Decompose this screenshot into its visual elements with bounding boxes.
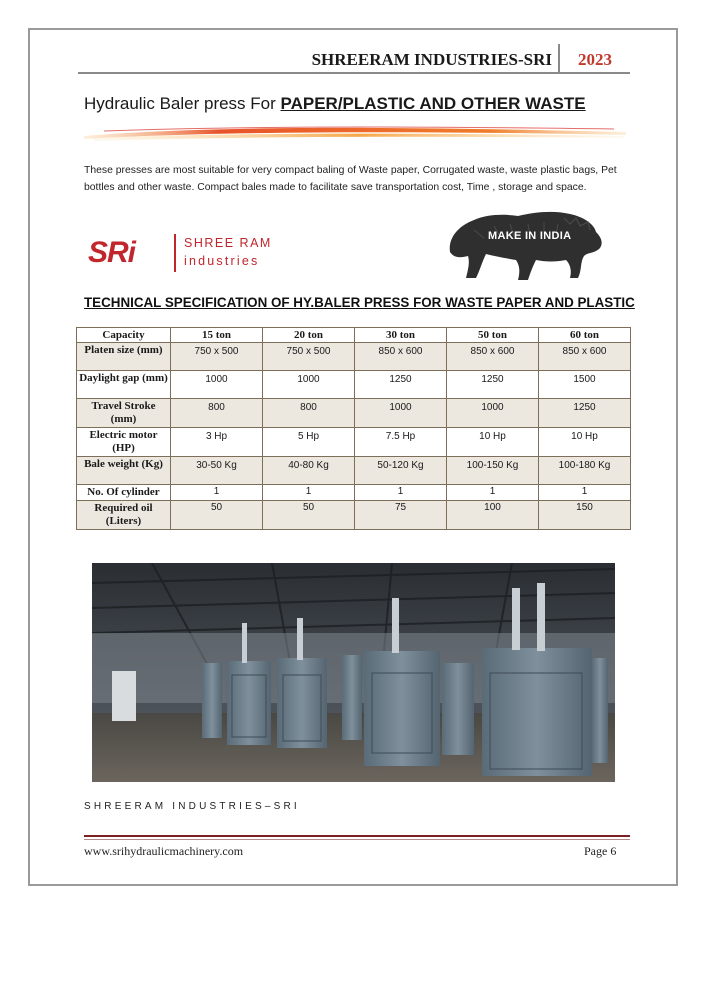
table-cell: 750 x 500 [263,343,355,371]
table-cell: 850 x 600 [355,343,447,371]
table-row [77,343,631,371]
column-header: 50 ton [447,328,539,343]
header-title: SHREERAM INDUSTRIES-SRI [311,50,552,69]
intro-paragraph: These presses are most suitable for very compact baling of Waste paper, Corrugated waste, waste plastic bags, Pet bottles and other waste. Compact bales made to facilitate save transportation cost, Time , storage and space. [84,165,617,193]
sri-logo-name: SHREE RAM [184,236,272,250]
footer-rule [84,835,630,837]
document-title-bold: PAPER/PLASTIC AND OTHER WASTE [280,94,586,113]
table-cell: 50 [263,501,355,530]
header-year: 2023 [578,50,612,69]
table-cell: 1000 [263,371,355,399]
table-cell: 100-180 Kg [539,457,631,485]
table-row [77,428,631,457]
sri-logo-separator [174,234,176,272]
lion-icon [444,208,606,286]
baler-machines-photo [92,563,615,782]
table-cell: 30-50 Kg [171,457,263,485]
table-cell: 1500 [539,371,631,399]
row-label: No. Of cylinder [77,485,171,501]
row-label: Platen size (mm) [77,343,171,371]
document-title [84,94,586,114]
table-cell: 7.5 Hp [355,428,447,457]
table-cell: 1250 [355,371,447,399]
row-label: Travel Stroke (mm) [77,399,171,428]
table-cell: 1000 [171,371,263,399]
table-cell: 1 [447,485,539,501]
table-cell: 850 x 600 [447,343,539,371]
document-title-plain: Hydraulic Baler press For [84,94,281,113]
table-row [77,501,631,530]
column-header: 30 ton [355,328,447,343]
table-cell: 800 [263,399,355,428]
spec-table [76,327,631,530]
table-cell: 1000 [355,399,447,428]
page-number: Page 6 [584,844,617,858]
table-cell: 10 Hp [447,428,539,457]
table-header-row [77,328,631,343]
page-header [78,44,630,74]
table-cell: 1250 [447,371,539,399]
table-cell: 1 [171,485,263,501]
row-label: Daylight gap (mm) [77,371,171,399]
table-cell: 75 [355,501,447,530]
decorative-swoosh [84,124,626,144]
table-cell: 800 [171,399,263,428]
column-header: Capacity [77,328,171,343]
table-cell: 50-120 Kg [355,457,447,485]
table-cell: 1 [263,485,355,501]
table-cell: 5 Hp [263,428,355,457]
make-in-india-text: MAKE IN INDIA [488,230,572,242]
sri-logo-mark: SRi [88,236,136,269]
header-divider [558,44,560,74]
table-row [77,371,631,399]
column-header: 60 ton [539,328,631,343]
table-cell: 1 [539,485,631,501]
sri-logo-subtitle: industries [184,254,260,268]
table-cell: 1000 [447,399,539,428]
table-cell: 10 Hp [539,428,631,457]
footer-website-link[interactable]: www.srihydraulicmachinery.com [84,844,244,858]
footer-company: SHREERAM INDUSTRIES–SRI [84,801,300,812]
table-cell: 1250 [539,399,631,428]
table-cell: 50 [171,501,263,530]
table-row [77,457,631,485]
row-label: Bale weight (Kg) [77,457,171,485]
table-cell: 3 Hp [171,428,263,457]
table-cell: 100-150 Kg [447,457,539,485]
table-row [77,399,631,428]
table-cell: 40-80 Kg [263,457,355,485]
table-cell: 850 x 600 [539,343,631,371]
row-label: Required oil (Liters) [77,501,171,530]
footer-rule-thin [84,839,630,840]
column-header: 20 ton [263,328,355,343]
table-cell: 1 [355,485,447,501]
table-cell: 750 x 500 [171,343,263,371]
row-label: Electric motor (HP) [77,428,171,457]
table-cell: 100 [447,501,539,530]
sri-logo [88,230,278,274]
table-cell: 150 [539,501,631,530]
make-in-india-logo [444,208,606,286]
column-header: 15 ton [171,328,263,343]
table-row [77,485,631,501]
spec-heading: TECHNICAL SPECIFICATION OF HY.BALER PRESS FOR WASTE PAPER AND PLASTIC [84,295,635,310]
